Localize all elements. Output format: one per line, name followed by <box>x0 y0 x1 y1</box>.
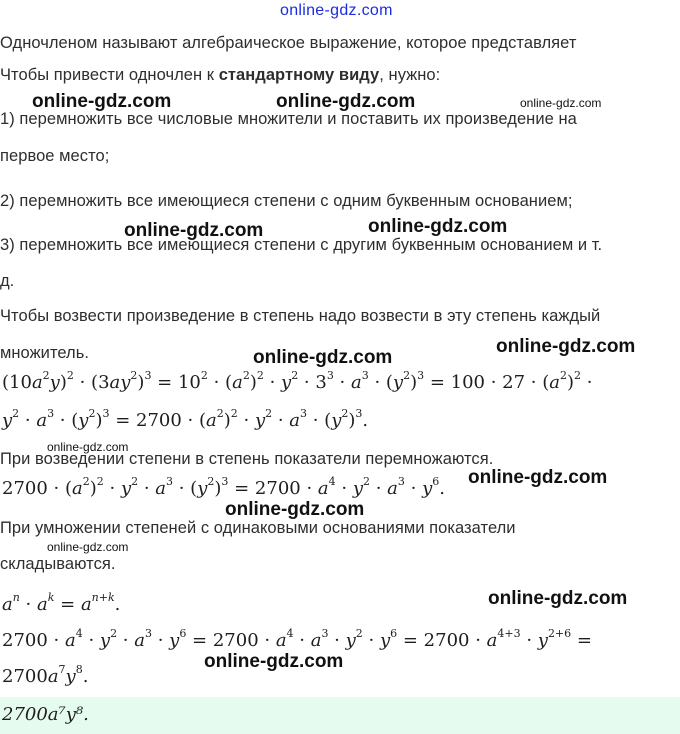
watermark: online-gdz.com <box>204 651 344 672</box>
power-rule-line-2: множитель. <box>0 344 90 362</box>
mult-rule-line-1: При умножении степеней с одинаковыми основаниями показатели <box>0 519 516 537</box>
step-1-line-2: первое место; <box>0 147 110 165</box>
watermark: online-gdz.com <box>276 91 416 112</box>
power-of-power-rule: При возведении степени в степень показатели перемножаются. <box>0 450 494 468</box>
watermark: online-gdz.com <box>32 91 172 112</box>
formula-expansion-line-1: $(10a^2y)^2 \cdot (3ay^2)^3 = 10^2 \cdot (a^2)^2 \cdot y^2 \cdot 3^3 \cdot a^3 \cdot (y^2)^3 = 100 \cdot 27 \cdot (a^2)^2$ · <box>2 369 593 393</box>
definition-text: Одночленом называют алгебраическое выражение, которое представляет <box>0 34 577 52</box>
step-3-line-1: 3) перемножить все имеющиеся степени с другим буквенным основанием и т. <box>0 236 603 254</box>
intro-post: , нужно: <box>379 66 441 84</box>
intro-bold: стандартному виду <box>218 66 380 84</box>
watermark: online-gdz.com <box>47 540 129 554</box>
watermark: online-gdz.com <box>253 347 393 368</box>
watermark-top: online-gdz.com <box>280 2 393 19</box>
formula-power-of-power: $2700 \cdot (a^2)^2 \cdot y^2 \cdot a^3 \cdot (y^2)^3 = 2700 \cdot a^4 \cdot y^2 \cdot a^3 \cdot y^6$. <box>2 475 445 499</box>
power-rule-line-1: Чтобы возвести произведение в степень надо возвести в эту степень каждый <box>0 307 601 325</box>
watermark: online-gdz.com <box>47 440 129 454</box>
formula-final-line-2: $2700a^7y^8$. <box>2 663 89 687</box>
watermark: online-gdz.com <box>124 220 264 241</box>
answer-box <box>0 697 680 734</box>
mult-rule-line-2: складываются. <box>0 555 116 573</box>
watermark: online-gdz.com <box>496 336 636 357</box>
watermark: online-gdz.com <box>468 467 608 488</box>
step-2: 2) перемножить все имеющиеся степени с одним буквенным основанием; <box>0 192 573 210</box>
standard-form-intro <box>0 66 440 85</box>
intro-pre: Чтобы привести одночлен к <box>0 66 219 84</box>
watermark: online-gdz.com <box>225 499 365 520</box>
step-1-line-1: 1) перемножить все числовые множители и поставить их произведение на <box>0 110 577 128</box>
watermark: online-gdz.com <box>520 96 602 110</box>
formula-expansion-line-2: $y^2 \cdot a^3 \cdot (y^2)^3 = 2700 \cdot (a^2)^2 \cdot y^2 \cdot a^3 \cdot (y^2)^3$. <box>2 407 369 431</box>
step-3-line-2: д. <box>0 272 15 290</box>
formula-final-line-1: $2700 \cdot a^4 \cdot y^2 \cdot a^3 \cdot y^6 = 2700 \cdot a^4 \cdot a^3 \cdot y^2 \cdot y^6 = 2700 \cdot a^{4+3} \cdot y^{2+6}$ = <box>2 627 592 651</box>
watermark: online-gdz.com <box>368 216 508 237</box>
formula-product-rule: $a^n \cdot a^k = a^{n+k}$. <box>2 591 121 615</box>
watermark: online-gdz.com <box>488 588 628 609</box>
answer-text: 2700a⁷y⁸. <box>2 704 89 725</box>
